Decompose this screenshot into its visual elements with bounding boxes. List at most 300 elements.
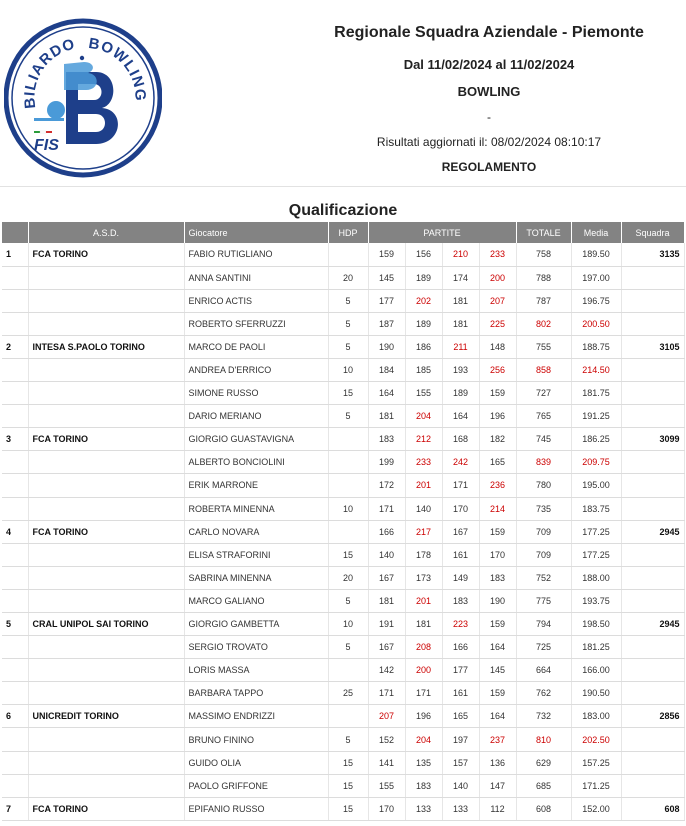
rank-cell bbox=[2, 474, 28, 497]
game-score-cell: 189 bbox=[442, 382, 479, 405]
average-cell: 195.00 bbox=[571, 474, 621, 497]
game-score-cell: 204 bbox=[405, 405, 442, 428]
average-cell: 181.75 bbox=[571, 382, 621, 405]
average-cell: 152.00 bbox=[571, 797, 621, 820]
logo-fis-text: FIS bbox=[34, 137, 59, 154]
hdp-cell: 5 bbox=[328, 312, 368, 335]
game-score-cell: 171 bbox=[405, 682, 442, 705]
rank-cell: 2 bbox=[2, 335, 28, 358]
total-cell: 727 bbox=[516, 382, 571, 405]
team-name-cell: UNICREDIT TORINO bbox=[28, 705, 184, 728]
team-name-cell bbox=[28, 566, 184, 589]
game-score-cell: 202 bbox=[405, 289, 442, 312]
table-row bbox=[2, 774, 684, 797]
game-score-cell: 157 bbox=[442, 751, 479, 774]
table-row bbox=[2, 566, 684, 589]
game-score-cell: 164 bbox=[479, 636, 516, 659]
team-name-cell: INTESA S.PAOLO TORINO bbox=[28, 335, 184, 358]
average-cell: 198.50 bbox=[571, 613, 621, 636]
average-cell: 197.00 bbox=[571, 266, 621, 289]
game-score-cell: 182 bbox=[479, 428, 516, 451]
page-header bbox=[0, 0, 686, 186]
team-name-cell: FCA TORINO bbox=[28, 520, 184, 543]
hdp-cell: 15 bbox=[328, 774, 368, 797]
total-cell: 775 bbox=[516, 589, 571, 612]
header-divider bbox=[0, 186, 686, 187]
col-hdp: HDP bbox=[328, 222, 368, 243]
game-score-cell: 187 bbox=[368, 312, 405, 335]
last-updated: Risultati aggiornati il: 08/02/2024 08:10:17 bbox=[376, 135, 602, 149]
table-row bbox=[2, 289, 684, 312]
competition-dates: Dal 11/02/2024 al 11/02/2024 bbox=[403, 57, 575, 72]
game-score-cell: 183 bbox=[442, 589, 479, 612]
game-score-cell: 149 bbox=[442, 566, 479, 589]
team-total-cell bbox=[621, 636, 684, 659]
game-score-cell: 148 bbox=[479, 335, 516, 358]
player-name-cell: ELISA STRAFORINI bbox=[184, 543, 328, 566]
total-cell: 735 bbox=[516, 497, 571, 520]
game-score-cell: 159 bbox=[479, 520, 516, 543]
game-score-cell: 225 bbox=[479, 312, 516, 335]
game-score-cell: 145 bbox=[368, 266, 405, 289]
game-score-cell: 210 bbox=[442, 243, 479, 266]
team-total-cell bbox=[621, 474, 684, 497]
rank-cell bbox=[2, 566, 28, 589]
team-total-cell bbox=[621, 566, 684, 589]
table-row bbox=[2, 751, 684, 774]
average-cell: 209.75 bbox=[571, 451, 621, 474]
hdp-cell: 20 bbox=[328, 266, 368, 289]
game-score-cell: 214 bbox=[479, 497, 516, 520]
game-score-cell: 159 bbox=[479, 382, 516, 405]
rank-cell: 3 bbox=[2, 428, 28, 451]
team-total-cell bbox=[621, 497, 684, 520]
fis-biliardo-bowling-logo bbox=[4, 18, 162, 178]
total-cell: 752 bbox=[516, 566, 571, 589]
team-total-cell bbox=[621, 312, 684, 335]
hdp-cell bbox=[328, 520, 368, 543]
player-name-cell: FABIO RUTIGLIANO bbox=[184, 243, 328, 266]
rank-cell: 7 bbox=[2, 797, 28, 820]
average-cell: 193.75 bbox=[571, 589, 621, 612]
table-row bbox=[2, 797, 684, 820]
hdp-cell bbox=[328, 659, 368, 682]
hdp-cell bbox=[328, 705, 368, 728]
game-score-cell: 135 bbox=[405, 751, 442, 774]
team-name-cell bbox=[28, 451, 184, 474]
game-score-cell: 256 bbox=[479, 358, 516, 381]
rank-cell bbox=[2, 589, 28, 612]
team-total-cell: 608 bbox=[621, 797, 684, 820]
regulation-link[interactable]: REGOLAMENTO bbox=[441, 160, 537, 174]
col-team-total: Squadra bbox=[621, 222, 684, 243]
average-cell: 191.25 bbox=[571, 405, 621, 428]
game-score-cell: 159 bbox=[479, 682, 516, 705]
team-total-cell bbox=[621, 682, 684, 705]
game-score-cell: 190 bbox=[368, 335, 405, 358]
qualification-section bbox=[2, 194, 684, 821]
discipline: BOWLING bbox=[457, 84, 521, 99]
game-score-cell: 172 bbox=[368, 474, 405, 497]
game-score-cell: 133 bbox=[405, 797, 442, 820]
hdp-cell: 5 bbox=[328, 405, 368, 428]
total-cell: 787 bbox=[516, 289, 571, 312]
game-score-cell: 200 bbox=[405, 659, 442, 682]
team-name-cell bbox=[28, 682, 184, 705]
average-cell: 181.25 bbox=[571, 636, 621, 659]
game-score-cell: 166 bbox=[368, 520, 405, 543]
player-name-cell: SIMONE RUSSO bbox=[184, 382, 328, 405]
team-name-cell bbox=[28, 728, 184, 751]
game-score-cell: 161 bbox=[442, 682, 479, 705]
total-cell: 709 bbox=[516, 520, 571, 543]
game-score-cell: 171 bbox=[442, 474, 479, 497]
team-name-cell bbox=[28, 312, 184, 335]
hdp-cell: 25 bbox=[328, 682, 368, 705]
results-table bbox=[2, 222, 685, 821]
game-score-cell: 164 bbox=[442, 405, 479, 428]
game-score-cell: 181 bbox=[442, 312, 479, 335]
game-score-cell: 170 bbox=[442, 497, 479, 520]
team-total-cell bbox=[621, 728, 684, 751]
game-score-cell: 211 bbox=[442, 335, 479, 358]
player-name-cell: MARCO GALIANO bbox=[184, 589, 328, 612]
rank-cell bbox=[2, 405, 28, 428]
team-total-cell: 3135 bbox=[621, 243, 684, 266]
game-score-cell: 190 bbox=[479, 589, 516, 612]
team-total-cell bbox=[621, 774, 684, 797]
table-row bbox=[2, 705, 684, 728]
game-score-cell: 207 bbox=[479, 289, 516, 312]
table-row bbox=[2, 405, 684, 428]
total-cell: 629 bbox=[516, 751, 571, 774]
average-cell: 202.50 bbox=[571, 728, 621, 751]
game-score-cell: 177 bbox=[368, 289, 405, 312]
team-name-cell bbox=[28, 589, 184, 612]
player-name-cell: MASSIMO ENDRIZZI bbox=[184, 705, 328, 728]
team-total-cell: 2945 bbox=[621, 613, 684, 636]
team-name-cell bbox=[28, 405, 184, 428]
rank-cell bbox=[2, 266, 28, 289]
team-name-cell bbox=[28, 751, 184, 774]
game-score-cell: 155 bbox=[368, 774, 405, 797]
player-name-cell: ROBERTA MINENNA bbox=[184, 497, 328, 520]
rank-cell bbox=[2, 774, 28, 797]
table-row bbox=[2, 659, 684, 682]
game-score-cell: 173 bbox=[405, 566, 442, 589]
average-cell: 183.00 bbox=[571, 705, 621, 728]
game-score-cell: 174 bbox=[442, 266, 479, 289]
game-score-cell: 168 bbox=[442, 428, 479, 451]
team-name-cell: FCA TORINO bbox=[28, 243, 184, 266]
team-total-cell bbox=[621, 451, 684, 474]
player-name-cell: BRUNO FININO bbox=[184, 728, 328, 751]
game-score-cell: 140 bbox=[442, 774, 479, 797]
hdp-cell bbox=[328, 243, 368, 266]
rank-cell bbox=[2, 289, 28, 312]
table-row bbox=[2, 520, 684, 543]
game-score-cell: 167 bbox=[368, 636, 405, 659]
table-row bbox=[2, 428, 684, 451]
hdp-cell: 10 bbox=[328, 497, 368, 520]
rank-cell bbox=[2, 382, 28, 405]
table-header-row bbox=[2, 222, 684, 243]
team-total-cell bbox=[621, 358, 684, 381]
game-score-cell: 183 bbox=[405, 774, 442, 797]
table-row bbox=[2, 613, 684, 636]
game-score-cell: 177 bbox=[442, 659, 479, 682]
team-name-cell bbox=[28, 474, 184, 497]
team-name-cell bbox=[28, 543, 184, 566]
team-name-cell bbox=[28, 497, 184, 520]
average-cell: 188.00 bbox=[571, 566, 621, 589]
col-rank bbox=[2, 222, 28, 243]
rank-cell bbox=[2, 358, 28, 381]
game-score-cell: 189 bbox=[405, 312, 442, 335]
team-name-cell bbox=[28, 382, 184, 405]
table-row bbox=[2, 243, 684, 266]
section-title: Qualificazione bbox=[288, 202, 398, 219]
table-row bbox=[2, 312, 684, 335]
total-cell: 788 bbox=[516, 266, 571, 289]
game-score-cell: 178 bbox=[405, 543, 442, 566]
game-score-cell: 152 bbox=[368, 728, 405, 751]
total-cell: 762 bbox=[516, 682, 571, 705]
game-score-cell: 171 bbox=[368, 682, 405, 705]
hdp-cell: 5 bbox=[328, 335, 368, 358]
average-cell: 189.50 bbox=[571, 243, 621, 266]
team-total-cell: 2856 bbox=[621, 705, 684, 728]
results-body bbox=[2, 243, 684, 820]
rank-cell: 1 bbox=[2, 243, 28, 266]
player-name-cell: SERGIO TROVATO bbox=[184, 636, 328, 659]
player-name-cell: CARLO NOVARA bbox=[184, 520, 328, 543]
team-total-cell bbox=[621, 382, 684, 405]
team-total-cell bbox=[621, 289, 684, 312]
team-total-cell: 3099 bbox=[621, 428, 684, 451]
team-total-cell bbox=[621, 543, 684, 566]
rank-cell bbox=[2, 659, 28, 682]
hdp-cell bbox=[328, 451, 368, 474]
game-score-cell: 170 bbox=[479, 543, 516, 566]
team-total-cell bbox=[621, 659, 684, 682]
team-total-cell bbox=[621, 751, 684, 774]
player-name-cell: GIORGIO GAMBETTA bbox=[184, 613, 328, 636]
team-name-cell bbox=[28, 774, 184, 797]
game-score-cell: 181 bbox=[405, 613, 442, 636]
total-cell: 709 bbox=[516, 543, 571, 566]
game-score-cell: 159 bbox=[479, 613, 516, 636]
game-score-cell: 156 bbox=[405, 243, 442, 266]
table-row bbox=[2, 589, 684, 612]
total-cell: 780 bbox=[516, 474, 571, 497]
game-score-cell: 184 bbox=[368, 358, 405, 381]
game-score-cell: 186 bbox=[405, 335, 442, 358]
game-score-cell: 161 bbox=[442, 543, 479, 566]
player-name-cell: GIORGIO GUASTAVIGNA bbox=[184, 428, 328, 451]
game-score-cell: 233 bbox=[479, 243, 516, 266]
rank-cell bbox=[2, 728, 28, 751]
player-name-cell: ANNA SANTINI bbox=[184, 266, 328, 289]
game-score-cell: 155 bbox=[405, 382, 442, 405]
game-score-cell: 185 bbox=[405, 358, 442, 381]
col-average: Media bbox=[571, 222, 621, 243]
table-row bbox=[2, 335, 684, 358]
hdp-cell: 5 bbox=[328, 728, 368, 751]
game-score-cell: 133 bbox=[442, 797, 479, 820]
player-name-cell: BARBARA TAPPO bbox=[184, 682, 328, 705]
total-cell: 765 bbox=[516, 405, 571, 428]
game-score-cell: 167 bbox=[368, 566, 405, 589]
game-score-cell: 165 bbox=[479, 451, 516, 474]
player-name-cell: DARIO MERIANO bbox=[184, 405, 328, 428]
average-cell: 177.25 bbox=[571, 520, 621, 543]
total-cell: 839 bbox=[516, 451, 571, 474]
total-cell: 802 bbox=[516, 312, 571, 335]
team-name-cell: CRAL UNIPOL SAI TORINO bbox=[28, 613, 184, 636]
col-asd: A.S.D. bbox=[28, 222, 184, 243]
col-player: Giocatore bbox=[184, 222, 328, 243]
total-cell: 664 bbox=[516, 659, 571, 682]
logo-text-left: BILIARDO bbox=[21, 35, 78, 110]
player-name-cell: MARCO DE PAOLI bbox=[184, 335, 328, 358]
rank-cell: 5 bbox=[2, 613, 28, 636]
game-score-cell: 223 bbox=[442, 613, 479, 636]
player-name-cell: ENRICO ACTIS bbox=[184, 289, 328, 312]
game-score-cell: 181 bbox=[368, 589, 405, 612]
game-score-cell: 193 bbox=[442, 358, 479, 381]
separator-dash: - bbox=[487, 110, 491, 124]
player-name-cell: SABRINA MINENNA bbox=[184, 566, 328, 589]
total-cell: 732 bbox=[516, 705, 571, 728]
hdp-cell: 15 bbox=[328, 751, 368, 774]
hdp-cell: 20 bbox=[328, 566, 368, 589]
player-name-cell: PAOLO GRIFFONE bbox=[184, 774, 328, 797]
team-name-cell: FCA TORINO bbox=[28, 428, 184, 451]
game-score-cell: 183 bbox=[479, 566, 516, 589]
total-cell: 858 bbox=[516, 358, 571, 381]
total-cell: 608 bbox=[516, 797, 571, 820]
team-name-cell bbox=[28, 266, 184, 289]
average-cell: 196.75 bbox=[571, 289, 621, 312]
hdp-cell: 15 bbox=[328, 543, 368, 566]
table-row bbox=[2, 636, 684, 659]
game-score-cell: 136 bbox=[479, 751, 516, 774]
hdp-cell: 10 bbox=[328, 358, 368, 381]
game-score-cell: 189 bbox=[405, 266, 442, 289]
team-name-cell bbox=[28, 289, 184, 312]
rank-cell bbox=[2, 451, 28, 474]
game-score-cell: 170 bbox=[368, 797, 405, 820]
total-cell: 755 bbox=[516, 335, 571, 358]
game-score-cell: 142 bbox=[368, 659, 405, 682]
hdp-cell: 5 bbox=[328, 289, 368, 312]
team-name-cell: FCA TORINO bbox=[28, 797, 184, 820]
average-cell: 214.50 bbox=[571, 358, 621, 381]
game-score-cell: 159 bbox=[368, 243, 405, 266]
table-row bbox=[2, 682, 684, 705]
game-score-cell: 183 bbox=[368, 428, 405, 451]
total-cell: 685 bbox=[516, 774, 571, 797]
team-total-cell: 3105 bbox=[621, 335, 684, 358]
team-total-cell bbox=[621, 405, 684, 428]
game-score-cell: 197 bbox=[442, 728, 479, 751]
game-score-cell: 233 bbox=[405, 451, 442, 474]
game-score-cell: 208 bbox=[405, 636, 442, 659]
table-row bbox=[2, 497, 684, 520]
average-cell: 190.50 bbox=[571, 682, 621, 705]
table-row bbox=[2, 728, 684, 751]
player-name-cell: GUIDO OLIA bbox=[184, 751, 328, 774]
average-cell: 186.25 bbox=[571, 428, 621, 451]
game-score-cell: 212 bbox=[405, 428, 442, 451]
game-score-cell: 201 bbox=[405, 589, 442, 612]
game-score-cell: 217 bbox=[405, 520, 442, 543]
rank-cell bbox=[2, 682, 28, 705]
hdp-cell bbox=[328, 474, 368, 497]
game-score-cell: 207 bbox=[368, 705, 405, 728]
table-row bbox=[2, 382, 684, 405]
game-score-cell: 141 bbox=[368, 751, 405, 774]
logo-text-right: BOWLING bbox=[87, 34, 149, 102]
rank-cell bbox=[2, 312, 28, 335]
total-cell: 745 bbox=[516, 428, 571, 451]
total-cell: 810 bbox=[516, 728, 571, 751]
team-total-cell bbox=[621, 589, 684, 612]
team-total-cell bbox=[621, 266, 684, 289]
game-score-cell: 164 bbox=[479, 705, 516, 728]
total-cell: 758 bbox=[516, 243, 571, 266]
game-score-cell: 199 bbox=[368, 451, 405, 474]
game-score-cell: 140 bbox=[368, 543, 405, 566]
player-name-cell: ALBERTO BONCIOLINI bbox=[184, 451, 328, 474]
player-name-cell: ANDREA D'ERRICO bbox=[184, 358, 328, 381]
average-cell: 171.25 bbox=[571, 774, 621, 797]
rank-cell: 6 bbox=[2, 705, 28, 728]
table-row bbox=[2, 451, 684, 474]
table-row bbox=[2, 543, 684, 566]
total-cell: 794 bbox=[516, 613, 571, 636]
game-score-cell: 236 bbox=[479, 474, 516, 497]
game-score-cell: 145 bbox=[479, 659, 516, 682]
rank-cell bbox=[2, 543, 28, 566]
player-name-cell: LORIS MASSA bbox=[184, 659, 328, 682]
game-score-cell: 196 bbox=[405, 705, 442, 728]
average-cell: 183.75 bbox=[571, 497, 621, 520]
team-name-cell bbox=[28, 358, 184, 381]
total-cell: 725 bbox=[516, 636, 571, 659]
game-score-cell: 181 bbox=[442, 289, 479, 312]
game-score-cell: 191 bbox=[368, 613, 405, 636]
game-score-cell: 204 bbox=[405, 728, 442, 751]
hdp-cell: 5 bbox=[328, 589, 368, 612]
game-score-cell: 140 bbox=[405, 497, 442, 520]
rank-cell bbox=[2, 636, 28, 659]
average-cell: 188.75 bbox=[571, 335, 621, 358]
hdp-cell: 15 bbox=[328, 382, 368, 405]
game-score-cell: 201 bbox=[405, 474, 442, 497]
rank-cell bbox=[2, 497, 28, 520]
game-score-cell: 181 bbox=[368, 405, 405, 428]
player-name-cell: ERIK MARRONE bbox=[184, 474, 328, 497]
table-row bbox=[2, 474, 684, 497]
competition-title: Regionale Squadra Aziendale - Piemonte bbox=[334, 24, 644, 41]
game-score-cell: 242 bbox=[442, 451, 479, 474]
rank-cell bbox=[2, 751, 28, 774]
col-games: PARTITE bbox=[368, 222, 516, 243]
game-score-cell: 112 bbox=[479, 797, 516, 820]
game-score-cell: 165 bbox=[442, 705, 479, 728]
